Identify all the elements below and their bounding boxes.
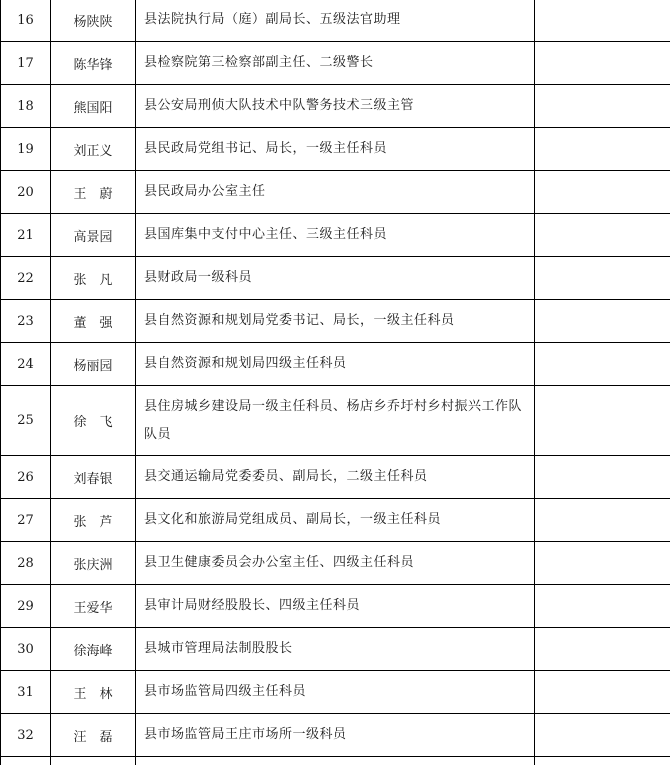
table-row [1,300,670,343]
remarks-cell [535,0,670,42]
table-row [1,128,670,171]
person-name: 汪 磊 [51,714,136,757]
person-name: 高景园 [51,214,136,257]
table-row [1,671,670,714]
position-text: 县卫生健康委员会办公室主任、四级主任科员 [136,542,535,585]
person-name: 王 林 [51,671,136,714]
row-number: 19 [1,128,51,171]
position-text: 县检察院第三检察部副主任、二级警长 [136,42,535,85]
row-number: 16 [1,0,51,42]
position-text: 县法院执行局（庭）副局长、五级法官助理 [136,0,535,42]
position-text: 县市场监管局王庄市场所一级科员 [136,714,535,757]
remarks-cell [535,42,670,85]
person-name: 董 强 [51,300,136,343]
person-name: 张庆洲 [51,542,136,585]
remarks-cell [535,300,670,343]
row-number: 28 [1,542,51,585]
remarks-cell [535,671,670,714]
row-number: 23 [1,300,51,343]
empty-cell [51,757,136,765]
position-text: 县民政局办公室主任 [136,171,535,214]
remarks-cell [535,499,670,542]
table-row [1,628,670,671]
remarks-cell [535,85,670,128]
remarks-cell [535,628,670,671]
position-text: 县财政局一级科员 [136,257,535,300]
empty-cell [535,757,670,765]
person-name: 杨陕陕 [51,0,136,42]
remarks-cell [535,542,670,585]
position-text: 县文化和旅游局党组成员、副局长，一级主任科员 [136,499,535,542]
position-text: 县市场监管局四级主任科员 [136,671,535,714]
position-text: 县城市管理局法制股股长 [136,628,535,671]
table-row [1,542,670,585]
person-name: 王 蔚 [51,171,136,214]
person-name: 徐海峰 [51,628,136,671]
person-name: 刘春银 [51,456,136,499]
table-row [1,585,670,628]
person-name: 徐 飞 [51,386,136,456]
table-row [1,42,670,85]
person-name: 杨丽园 [51,343,136,386]
remarks-cell [535,128,670,171]
row-number: 26 [1,456,51,499]
position-text: 县住房城乡建设局一级主任科员、杨店乡乔圩村乡村振兴工作队队员 [136,386,535,456]
row-number: 29 [1,585,51,628]
remarks-cell [535,343,670,386]
position-text: 县审计局财经股股长、四级主任科员 [136,585,535,628]
person-name: 熊国阳 [51,85,136,128]
row-number: 18 [1,85,51,128]
roster-body [1,0,670,765]
remarks-cell [535,714,670,757]
table-row [1,85,670,128]
table-row [1,214,670,257]
row-number: 31 [1,671,51,714]
row-number: 27 [1,499,51,542]
row-number: 32 [1,714,51,757]
remarks-cell [535,257,670,300]
table-row [1,499,670,542]
table-row [1,171,670,214]
row-number: 21 [1,214,51,257]
position-text: 县民政局党组书记、局长，一级主任科员 [136,128,535,171]
person-name: 张 芦 [51,499,136,542]
remarks-cell [535,171,670,214]
row-number: 22 [1,257,51,300]
table-row [1,386,670,456]
row-number: 24 [1,343,51,386]
position-text: 县国库集中支付中心主任、三级主任科员 [136,214,535,257]
row-number: 20 [1,171,51,214]
empty-cell [136,757,535,765]
position-text: 县交通运输局党委委员、副局长，二级主任科员 [136,456,535,499]
table-row [1,257,670,300]
person-name: 陈华锋 [51,42,136,85]
table-row [1,714,670,757]
person-name: 张 凡 [51,257,136,300]
empty-cell [1,757,51,765]
remarks-cell [535,214,670,257]
table-row [1,456,670,499]
remarks-cell [535,386,670,456]
remarks-cell [535,456,670,499]
table-row-partial [1,757,670,765]
person-name: 王爱华 [51,585,136,628]
table-row [1,0,670,42]
row-number: 30 [1,628,51,671]
remarks-cell [535,585,670,628]
position-text: 县自然资源和规划局四级主任科员 [136,343,535,386]
person-name: 刘正义 [51,128,136,171]
position-text: 县公安局刑侦大队技术中队警务技术三级主管 [136,85,535,128]
row-number: 25 [1,386,51,456]
row-number: 17 [1,42,51,85]
position-text: 县自然资源和规划局党委书记、局长，一级主任科员 [136,300,535,343]
table-row [1,343,670,386]
